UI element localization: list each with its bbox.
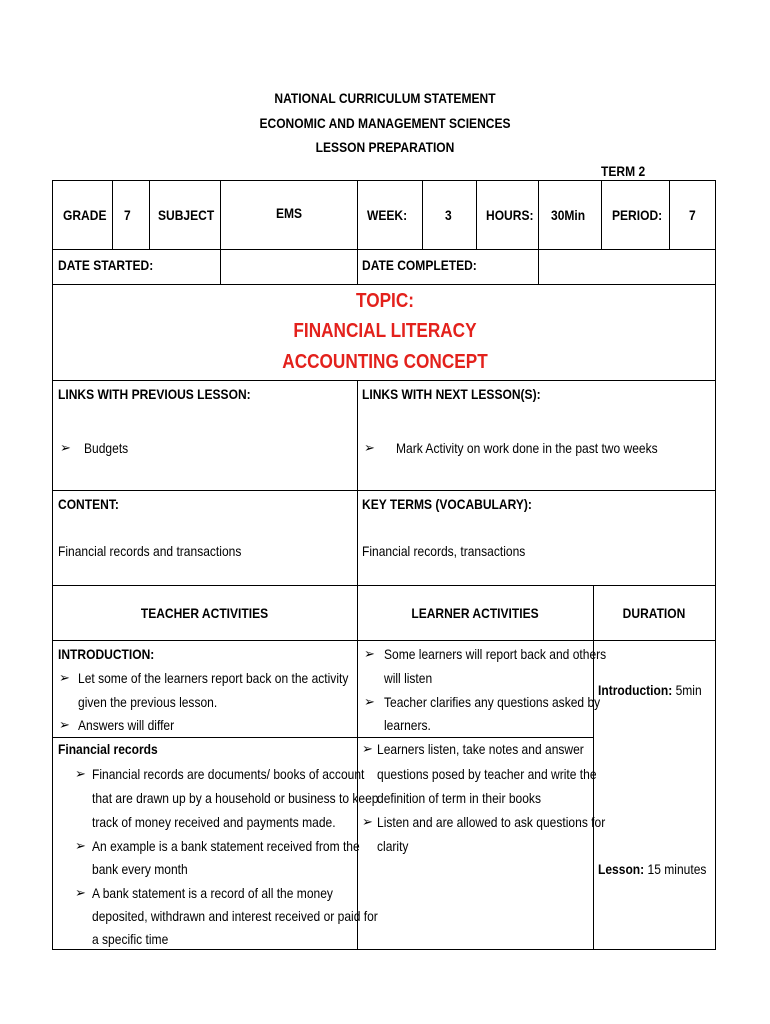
fr-teacher-item2-line2: bank every month: [92, 861, 188, 877]
fr-learner-item2-line2: clarity: [377, 838, 409, 854]
fr-learner-item1-line3: definition of term in their books: [377, 790, 541, 806]
topic-label: TOPIC:: [356, 290, 414, 312]
fr-teacher-item1-line2: that are drawn up by a household or business to keep: [92, 790, 379, 806]
content-label: CONTENT:: [58, 496, 119, 512]
intro-teacher-item2: Answers will differ: [78, 717, 175, 733]
intro-duration: Introduction: 5min: [598, 682, 702, 698]
hours-value: 30Min: [551, 207, 586, 223]
financial-records-heading: Financial records: [58, 741, 158, 757]
date-started-label: DATE STARTED:: [58, 257, 154, 273]
topic-line2: ACCOUNTING CONCEPT: [282, 351, 488, 373]
learner-activities-header: LEARNER ACTIVITIES: [411, 605, 539, 621]
arrow-bullet-icon: ➢: [60, 440, 71, 455]
subject-label: SUBJECT: [158, 207, 215, 223]
week-label: WEEK:: [367, 207, 408, 223]
arrow-bullet-icon: ➢: [364, 694, 375, 709]
fr-teacher-item2-line1: An example is a bank statement received from the: [92, 838, 360, 854]
arrow-bullet-icon: ➢: [75, 838, 86, 853]
week-value: 3: [445, 207, 452, 223]
grade-label: GRADE: [63, 207, 107, 223]
arrow-bullet-icon: ➢: [362, 814, 373, 829]
duration-header: DURATION: [622, 605, 686, 621]
fr-teacher-item1-line3: track of money received and payments made.: [92, 814, 336, 830]
arrow-bullet-icon: ➢: [364, 440, 375, 455]
arrow-bullet-icon: ➢: [75, 885, 86, 900]
teacher-activities-header: TEACHER ACTIVITIES: [140, 605, 269, 621]
subject-value: EMS: [276, 205, 303, 221]
period-label: PERIOD:: [612, 207, 663, 223]
links-next-item: Mark Activity on work done in the past two weeks: [396, 440, 658, 456]
arrow-bullet-icon: ➢: [59, 717, 70, 732]
links-previous-label: LINKS WITH PREVIOUS LESSON:: [58, 386, 251, 402]
arrow-bullet-icon: ➢: [362, 741, 373, 756]
date-completed-label: DATE COMPLETED:: [362, 257, 477, 273]
term-label: TERM 2: [601, 163, 646, 179]
intro-heading: INTRODUCTION:: [58, 646, 155, 662]
doc-title-line1: NATIONAL CURRICULUM STATEMENT: [274, 90, 496, 106]
key-terms-label: KEY TERMS (VOCABULARY):: [362, 496, 532, 512]
fr-teacher-item3-line3: a specific time: [92, 931, 169, 947]
fr-learner-item1-line2: questions posed by teacher and write the: [377, 766, 597, 782]
grade-value: 7: [124, 207, 131, 223]
content-text: Financial records and transactions: [58, 543, 242, 559]
links-previous-item: Budgets: [84, 440, 129, 456]
fr-learner-item1-line1: Learners listen, take notes and answer: [377, 741, 584, 757]
lesson-duration: Lesson: 15 minutes: [598, 861, 707, 877]
key-terms-text: Financial records, transactions: [362, 543, 526, 559]
fr-teacher-item3-line2: deposited, withdrawn and interest received or paid for: [92, 908, 378, 924]
intro-learner-item1-line2: will listen: [384, 670, 433, 686]
arrow-bullet-icon: ➢: [75, 766, 86, 781]
intro-learner-item2-line2: learners.: [384, 717, 431, 733]
topic-line1: FINANCIAL LITERACY: [293, 320, 477, 342]
intro-teacher-item1-line2: given the previous lesson.: [78, 694, 218, 710]
fr-teacher-item3-line1: A bank statement is a record of all the money: [92, 885, 333, 901]
doc-title-line3: LESSON PREPARATION: [315, 139, 455, 155]
doc-title-line2: ECONOMIC AND MANAGEMENT SCIENCES: [259, 115, 511, 131]
hours-label: HOURS:: [486, 207, 534, 223]
period-value: 7: [689, 207, 696, 223]
intro-learner-item2-line1: Teacher clarifies any questions asked by: [384, 694, 601, 710]
intro-learner-item1-line1: Some learners will report back and others: [384, 646, 607, 662]
links-next-label: LINKS WITH NEXT LESSON(S):: [362, 386, 541, 402]
fr-learner-item2-line1: Listen and are allowed to ask questions for: [377, 814, 606, 830]
intro-teacher-item1-line1: Let some of the learners report back on the activity: [78, 670, 349, 686]
arrow-bullet-icon: ➢: [364, 646, 375, 661]
arrow-bullet-icon: ➢: [59, 670, 70, 685]
fr-teacher-item1-line1: Financial records are documents/ books of account: [92, 766, 365, 782]
